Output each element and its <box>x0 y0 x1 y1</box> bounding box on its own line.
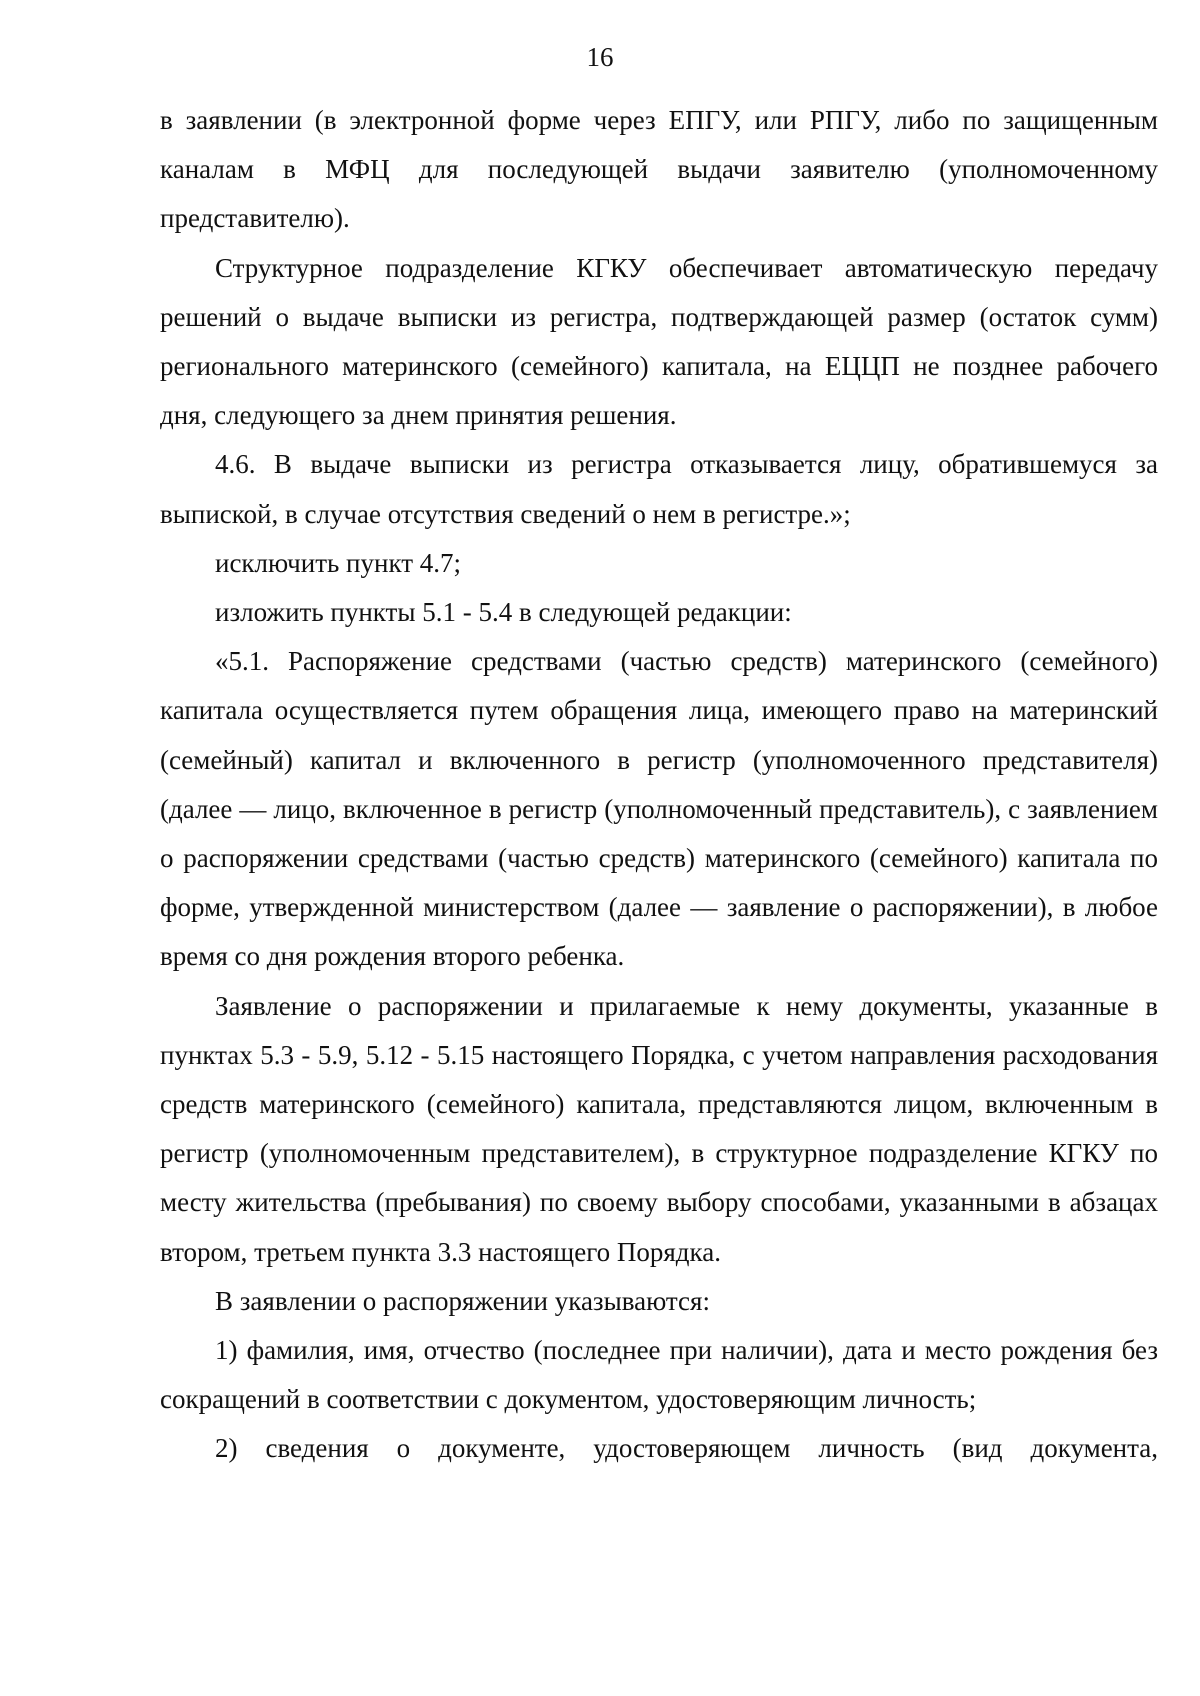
paragraph-application-submission: Заявление о распоряжении и прилагаемые к нему документы, указанные в пунктах 5.3 - 5.9, 5.12 - 5.15 настоящего Порядка, с учетом направления расходования средств материнского (семейного) капитала, представляются лицом, включенным в регистр (уполномоченным представителем), в структурное подразделение КГКУ по месту жительства (пребывания) по своему выбору способами, указанными в абзацах втором, третьем пункта 3.3 настоящего Порядка. <box>160 990 1158 1267</box>
page-number: 16 <box>586 42 614 72</box>
document-body <box>160 96 1158 1474</box>
paragraph-kgku-transfer: Структурное подразделение КГКУ обеспечивает автоматическую передачу решений о выдаче выписки из регистра, подтверждающей размер (остаток сумм) регионального материнского (семейного) капитала, на ЕЦЦП не позднее рабочего дня, следующего за днем принятия решения. <box>160 252 1158 431</box>
paragraph-amend-5-1-5-4: изложить пункты 5.1 - 5.4 в следующей редакции: <box>215 597 792 628</box>
paragraph-exclude-4-7: исключить пункт 4.7; <box>215 547 462 578</box>
list-item-1: 1) фамилия, имя, отчество (последнее при наличии), дата и место рождения без сокращений в соответствии с документом, удостоверяющим личность; <box>160 1335 1158 1415</box>
paragraph-4-6: 4.6. В выдаче выписки из регистра отказывается лицу, обратившемуся за выпиской, в случае отсутствия сведений о нем в регистре.»; <box>160 449 1158 529</box>
paragraph-application-contents: В заявлении о распоряжении указываются: <box>215 1285 710 1316</box>
paragraph-continuation: в заявлении (в электронной форме через ЕПГУ, или РПГУ, либо по защищенным каналам в МФЦ для последующей выдачи заявителю (уполномоченному представителю). <box>160 105 1158 234</box>
list-item-2: 2) сведения о документе, удостоверяющем личность (вид документа, <box>215 1433 1158 1464</box>
paragraph-5-1: «5.1. Распоряжение средствами (частью средств) материнского (семейного) капитала осуществляется путем обращения лица, имеющего право на материнский (семейный) капитал и включенного в регистр (уполномоченного представителя) (далее — лицо, включенное в регистр (уполномоченный представитель), с заявлением о распоряжении средствами (частью средств) материнского (семейного) капитала по форме, утвержденной министерством (далее — заявление о распоряжении), в любое время со дня рождения второго ребенка. <box>160 646 1158 972</box>
